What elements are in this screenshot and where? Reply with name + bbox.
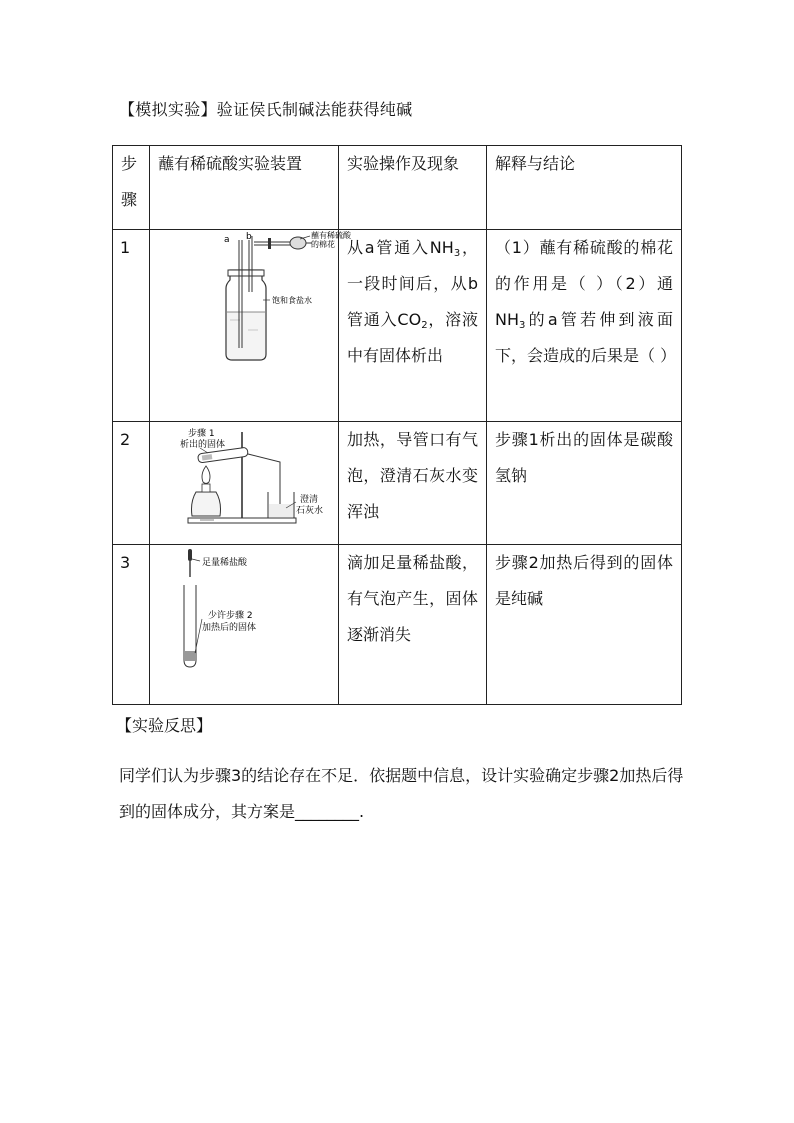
label-b: b [246,232,252,242]
heating-apparatus-diagram [150,422,339,545]
experiment-table [112,145,682,705]
header-step: 步骤 [113,146,150,230]
conclusion-cell: （1）蘸有稀硫酸的棉花的作用是（ ）（2）通$NH_3$的a管若伸到液面下，会造成的后果是（ ） [487,230,682,422]
reflection-title: 【实验反思】 [116,716,213,735]
table-row [113,230,682,422]
reflection-paragraph: 同学们认为步骤3的结论存在不足．依据题中信息，设计实验确定步骤2加热后得到的固体成分，其方案是________. [119,766,684,821]
conclusion-cell: 步骤2加热后得到的固体是纯碱 [487,545,682,705]
test-tube-diagram [150,545,339,705]
step-number: 1 [113,230,150,422]
header-apparatus: 蘸有稀硫酸实验装置 [150,146,339,230]
apparatus-diagram-cell [150,545,339,705]
label-heated-solid: 加热后的固体 [202,623,257,633]
operation-cell: 加热，导管口有气泡，澄清石灰水变浑浊 [339,422,487,545]
label-cotton-2: 的棉花 [311,240,335,249]
label-cotton: 蘸有稀硫酸 [311,231,351,240]
table-header-row [113,146,682,230]
label-a: a [224,235,230,245]
label-step2-solid: 少许步骤 2 [208,611,253,621]
header-operation: 实验操作及现象 [339,146,487,230]
label-limewater: 石灰水 [296,506,324,516]
table-row [113,545,682,705]
operation-cell: 从a管通入$NH_3$，一段时间后，从b管通入$CO_2$，溶液中有固体析出 [339,230,487,422]
label-step1: 步骤 1 [188,429,215,439]
conclusion-cell: 步骤1析出的固体是碳酸氢钠 [487,422,682,545]
operation-cell: 滴加足量稀盐酸，有气泡产生，固体逐渐消失 [339,545,487,705]
label-precipitate: 析出的固体 [180,440,226,450]
label-clear: 澄清 [300,495,319,505]
gas-bottle-apparatus-diagram [150,230,351,422]
label-brine: 饱和食盐水 [272,296,312,305]
apparatus-diagram-cell [150,422,339,545]
header-conclusion: 解释与结论 [487,146,682,230]
step-number: 3 [113,545,150,705]
step-number: 2 [113,422,150,545]
table-row [113,422,682,545]
apparatus-diagram-cell [150,230,351,422]
label-hcl: 足量稀盐酸 [202,558,248,568]
section-heading: 【模拟实验】验证侯氏制碱法能获得纯碱 [119,100,413,119]
